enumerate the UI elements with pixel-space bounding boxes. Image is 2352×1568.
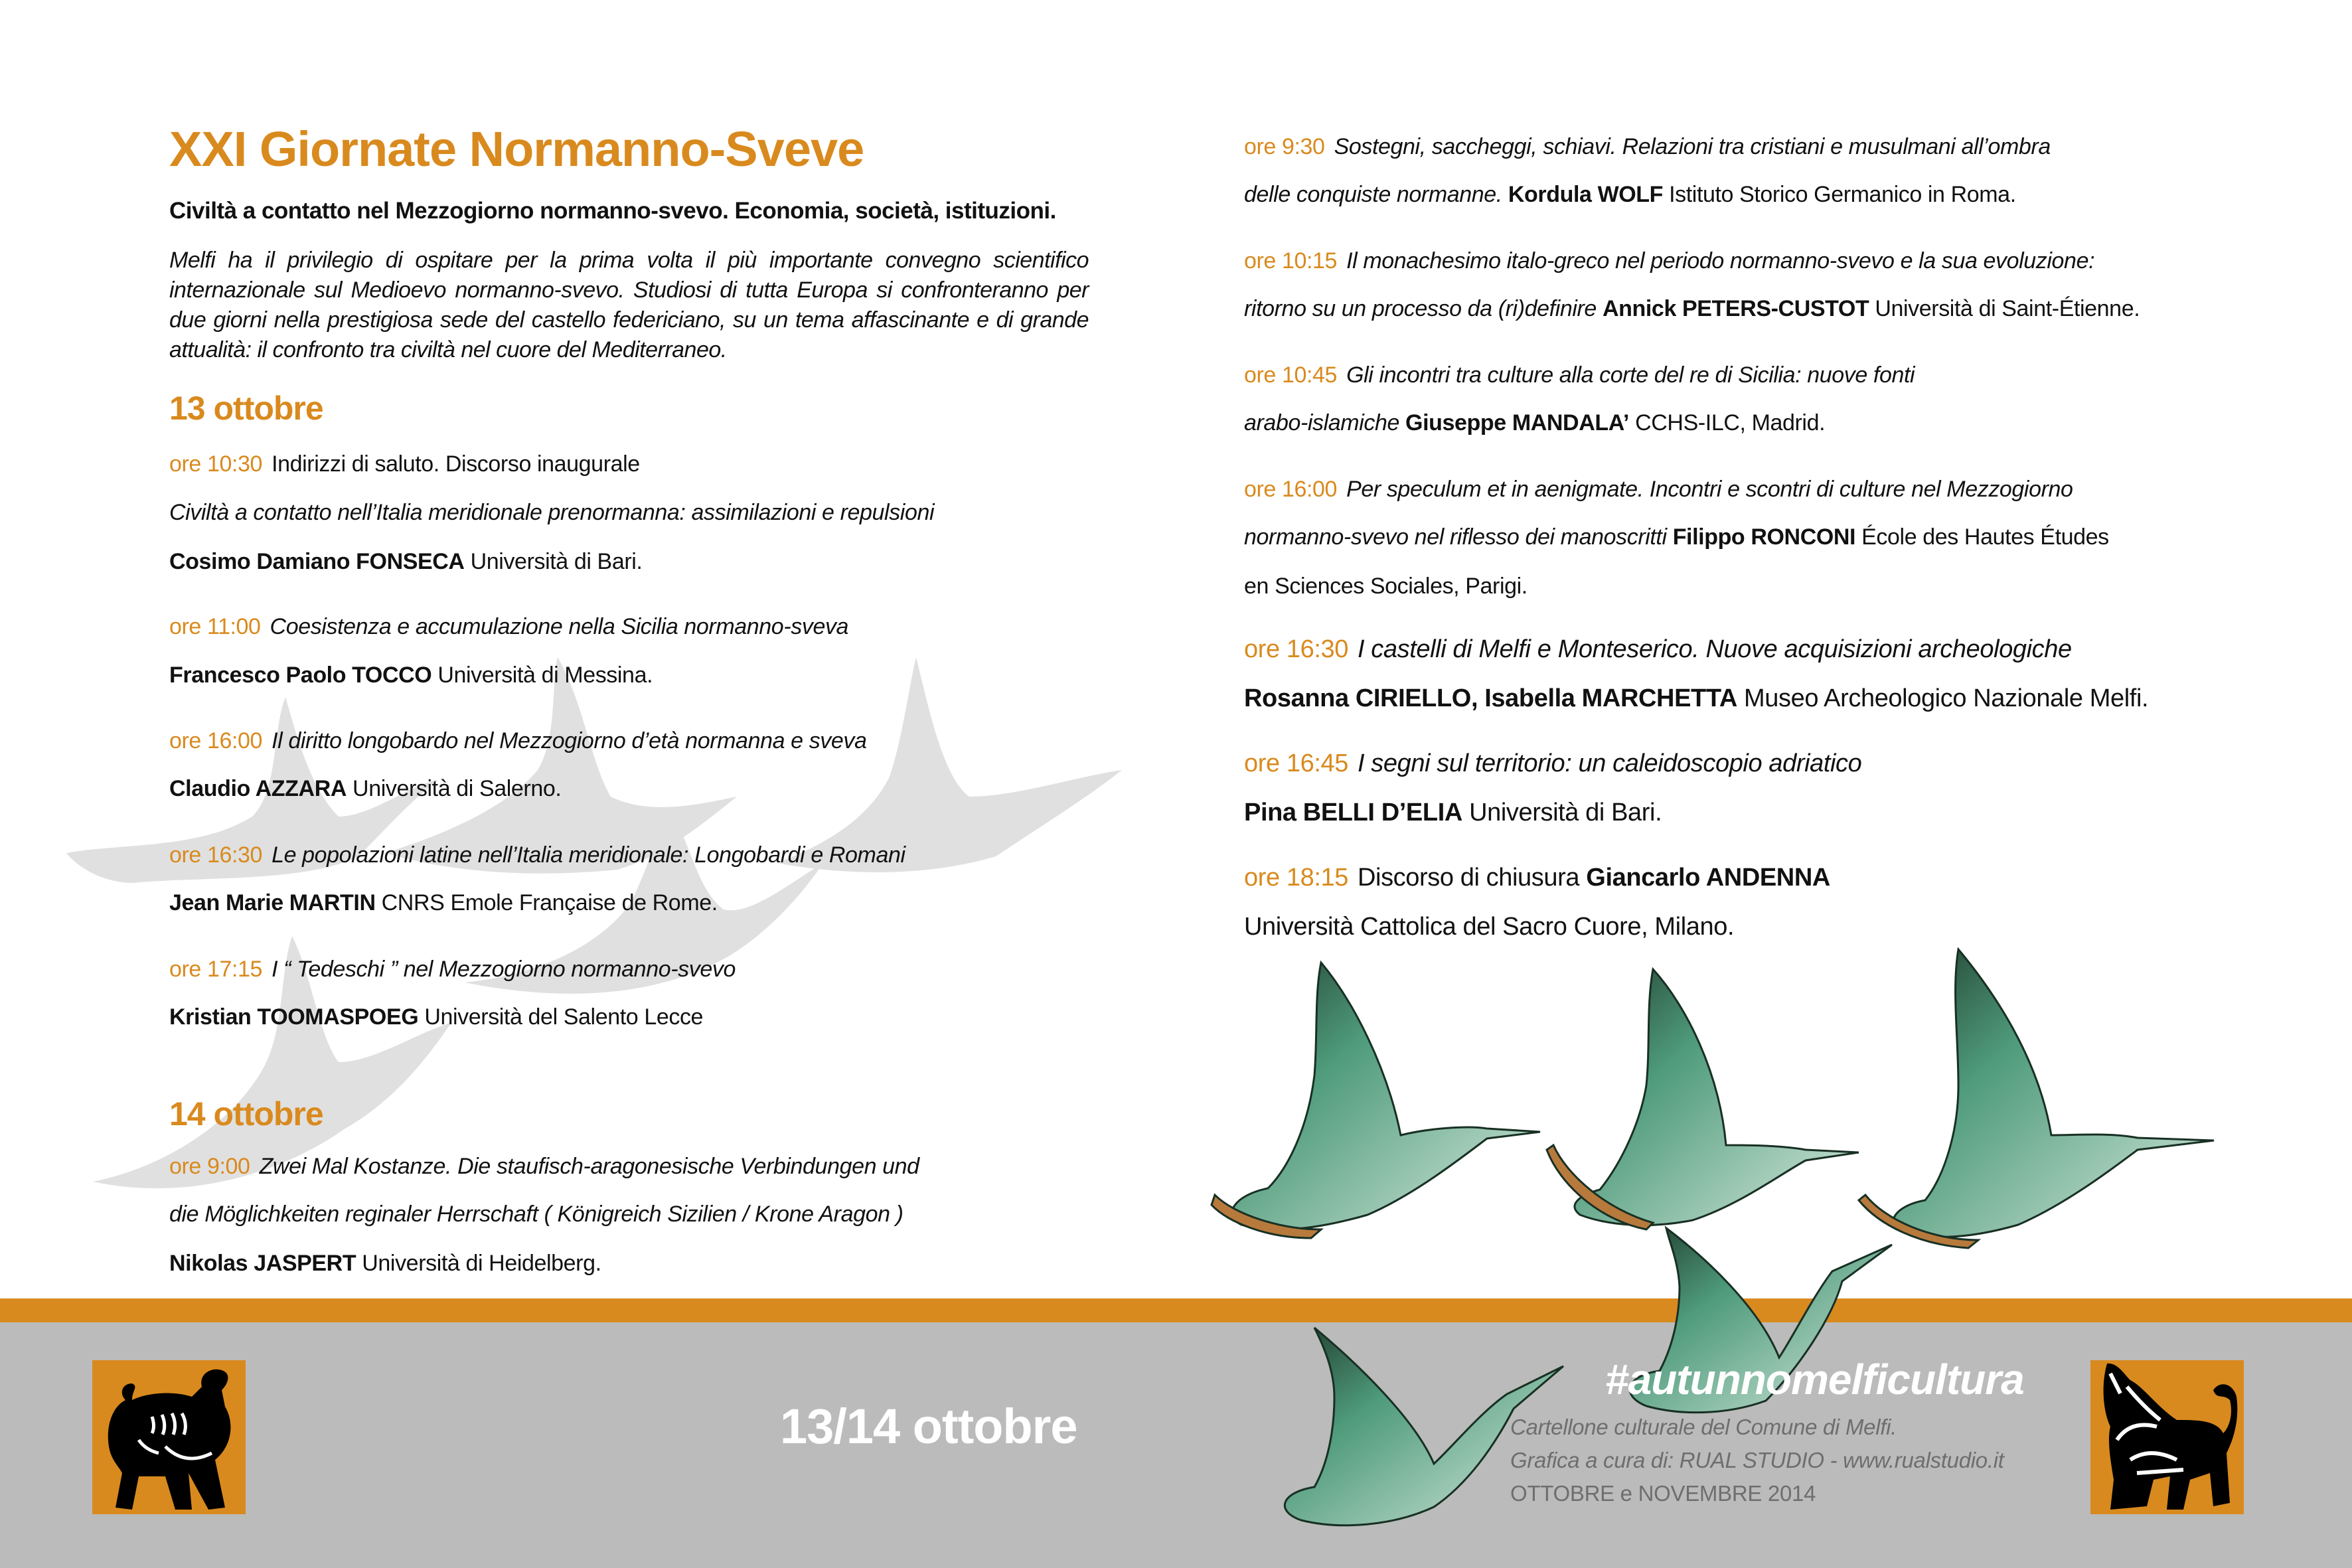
event-line bbox=[169, 1152, 919, 1180]
event-line bbox=[1244, 634, 2072, 665]
event-title-2: normanno-svevo nel riflesso dei manoscritti bbox=[1244, 524, 1667, 550]
event-affiliation: Museo Archeologico Nazionale Melfi. bbox=[1744, 684, 2149, 712]
right-emblem bbox=[2090, 1360, 2244, 1514]
event-line bbox=[1244, 247, 2094, 275]
event-time: ore 18:15 bbox=[1244, 864, 1348, 892]
event-time: ore 10:15 bbox=[1244, 248, 1338, 274]
hashtag: #autunnomelficultura bbox=[1605, 1356, 2024, 1403]
event-title: I “ Tedeschi ” nel Mezzogiorno normanno-svevo bbox=[272, 957, 736, 982]
event-speaker-line bbox=[1244, 797, 1662, 828]
event-title: Il diritto longobardo nel Mezzogiorno d’età normanna e sveva bbox=[272, 728, 867, 753]
event-title-2: Civiltà a contatto nell’Italia meridionale prenormanna: assimilazioni e repulsioni bbox=[169, 500, 935, 525]
event-speaker: Filippo RONCONI bbox=[1672, 524, 1856, 550]
event-speaker-line bbox=[1244, 523, 2109, 551]
event-title: Le popolazioni latine nell’Italia meridionale: Longobardi e Romani bbox=[272, 842, 905, 868]
event-time: ore 16:00 bbox=[169, 728, 263, 753]
event-speaker: Cosimo Damiano FONSECA bbox=[169, 549, 465, 574]
event-title-2: die Möglichkeiten reginaler Herrschaft ( Königreich Sizilien / Krone Aragon ) bbox=[169, 1202, 903, 1227]
event-title-2: ritorno su un processo da (ri)definire bbox=[1244, 296, 1597, 321]
event-affiliation: Università Cattolica del Sacro Cuore, Milano. bbox=[1244, 913, 1735, 941]
event-speaker: Giuseppe MANDALA’ bbox=[1405, 410, 1630, 435]
event-title: Zwei Mal Kostanze. Die staufisch-aragonesische Verbindungen und bbox=[259, 1154, 919, 1179]
event-title: I castelli di Melfi e Monteserico. Nuove acquisizioni archeologiche bbox=[1357, 635, 2072, 663]
event-time: ore 16:00 bbox=[1244, 477, 1338, 502]
event-title-2: delle conquiste normanne. bbox=[1244, 182, 1502, 207]
page-title: XXI Giornate Normanno-Sveve bbox=[169, 121, 864, 177]
event-title: Indirizzi di saluto. Discorso inaugurale bbox=[272, 451, 640, 477]
event-title-2: arabo-islamiche bbox=[1244, 410, 1399, 435]
event-time: ore 17:15 bbox=[169, 957, 263, 982]
intro-paragraph: Melfi ha il privilegio di ospitare per la prima volta il più importante convegno scientifico internazionale sul Medioevo normanno-svevo. Studiosi di tutta Europa si confronteranno per due giorni nella prestigiosa sede del castello federiciano, su un tema affascinante e di grande attualità: il confronto tra civiltà nel cuore del Mediterraneo. bbox=[169, 248, 1089, 362]
event-title: Discorso di chiusura bbox=[1357, 864, 1580, 892]
event-time: ore 9:00 bbox=[169, 1154, 250, 1179]
credit-line-2: Grafica a cura di: RUAL STUDIO - www.rualstudio.it bbox=[1510, 1448, 2004, 1472]
event-speaker: Francesco Paolo TOCCO bbox=[169, 663, 432, 688]
footer-dates: 13/14 ottobre bbox=[780, 1399, 1077, 1454]
event-line bbox=[1244, 862, 1830, 893]
event-speaker: Kordula WOLF bbox=[1508, 182, 1664, 207]
event-affiliation: CNRS Emole Française de Rome. bbox=[381, 890, 718, 915]
left-emblem bbox=[92, 1360, 246, 1514]
event-speaker: Claudio AZZARA bbox=[169, 776, 347, 801]
event-speaker-line bbox=[1244, 409, 1825, 437]
event-speaker-line bbox=[169, 1249, 601, 1277]
event-speaker: Annick PETERS-CUSTOT bbox=[1603, 296, 1869, 321]
event-speaker-line bbox=[169, 775, 561, 803]
event-time: ore 10:45 bbox=[1244, 362, 1338, 388]
event-affiliation: Università di Heidelberg. bbox=[362, 1251, 601, 1276]
event-affiliation: Istituto Storico Germanico in Roma. bbox=[1669, 182, 2016, 207]
event-speaker-line bbox=[169, 1003, 703, 1031]
subtitle: Civiltà a contatto nel Mezzogiorno normanno-svevo. Economia, società, istituzioni. bbox=[169, 198, 1056, 224]
event-title: Gli incontri tra culture alla corte del re di Sicilia: nuove fonti bbox=[1346, 362, 1915, 388]
crane-3 bbox=[1859, 949, 2214, 1248]
event-speaker-line bbox=[1244, 181, 2016, 208]
event-title: Il monachesimo italo-greco nel periodo normanno-svevo e la sua evoluzione: bbox=[1346, 248, 2095, 274]
event-speaker-line bbox=[169, 548, 642, 576]
event-line bbox=[169, 955, 736, 983]
event-line bbox=[1244, 361, 1915, 389]
event-time: ore 10:30 bbox=[169, 451, 263, 477]
event-speaker-line bbox=[1244, 295, 2140, 323]
event-affiliation: Università di Bari. bbox=[470, 549, 643, 574]
event-affiliation: Università del Salento Lecce bbox=[424, 1004, 704, 1030]
event-affiliation: CCHS-ILC, Madrid. bbox=[1635, 410, 1826, 435]
watermark-birds-icon bbox=[0, 631, 1195, 1228]
event-affiliation-2: en Sciences Sociales, Parigi. bbox=[1244, 574, 1528, 599]
credit-line-1: Cartellone culturale del Comune di Melfi. bbox=[1510, 1415, 1897, 1439]
day-heading-13: 13 ottobre bbox=[169, 390, 323, 427]
event-speaker-line bbox=[1244, 683, 2148, 714]
event-line bbox=[169, 450, 640, 478]
crane-1 bbox=[1212, 963, 1540, 1238]
event-title: Per speculum et in aenigmate. Incontri e scontri di culture nel Mezzogiorno bbox=[1346, 477, 2073, 502]
event-speaker-line bbox=[169, 889, 718, 917]
event-title: Sostegni, saccheggi, schiavi. Relazioni tra cristiani e musulmani all’ombra bbox=[1334, 134, 2051, 159]
event-time: ore 11:00 bbox=[169, 614, 261, 639]
event-speaker: Rosanna CIRIELLO, Isabella MARCHETTA bbox=[1244, 684, 1737, 712]
day-heading-14: 14 ottobre bbox=[169, 1095, 323, 1133]
event-affiliation: Università di Salerno. bbox=[353, 776, 562, 801]
event-line bbox=[169, 841, 905, 869]
event-time: ore 16:45 bbox=[1244, 749, 1348, 777]
event-time: ore 9:30 bbox=[1244, 134, 1325, 159]
event-title: Coesistenza e accumulazione nella Sicilia normanno-sveva bbox=[270, 614, 849, 639]
credit-line-3: OTTOBRE e NOVEMBRE 2014 bbox=[1510, 1481, 1816, 1506]
black-wolf-emblem-icon bbox=[2090, 1360, 2244, 1514]
event-speaker: Kristian TOOMASPOEG bbox=[169, 1004, 419, 1030]
event-affiliation: Università di Bari. bbox=[1469, 799, 1662, 826]
event-affiliation: École des Hautes Études bbox=[1861, 524, 2109, 550]
event-line bbox=[1244, 748, 1861, 779]
crane-2 bbox=[1547, 969, 1859, 1229]
event-line bbox=[1244, 133, 2051, 161]
event-speaker: Nikolas JASPERT bbox=[169, 1251, 356, 1276]
event-line bbox=[1244, 475, 2073, 503]
event-line bbox=[169, 613, 848, 641]
event-line bbox=[169, 727, 867, 755]
event-speaker-line bbox=[169, 661, 653, 689]
black-beast-emblem-icon bbox=[92, 1360, 246, 1514]
event-title: I segni sul territorio: un caleidoscopio adriatico bbox=[1357, 749, 1862, 777]
event-time: ore 16:30 bbox=[1244, 635, 1348, 663]
event-affiliation: Università di Messina. bbox=[437, 663, 653, 688]
event-time: ore 16:30 bbox=[169, 842, 263, 868]
event-affiliation: Università di Saint-Étienne. bbox=[1875, 296, 2140, 321]
event-speaker: Pina BELLI D’ELIA bbox=[1244, 799, 1462, 826]
event-speaker: Jean Marie MARTIN bbox=[169, 890, 376, 915]
event-speaker: Giancarlo ANDENNA bbox=[1586, 864, 1830, 892]
